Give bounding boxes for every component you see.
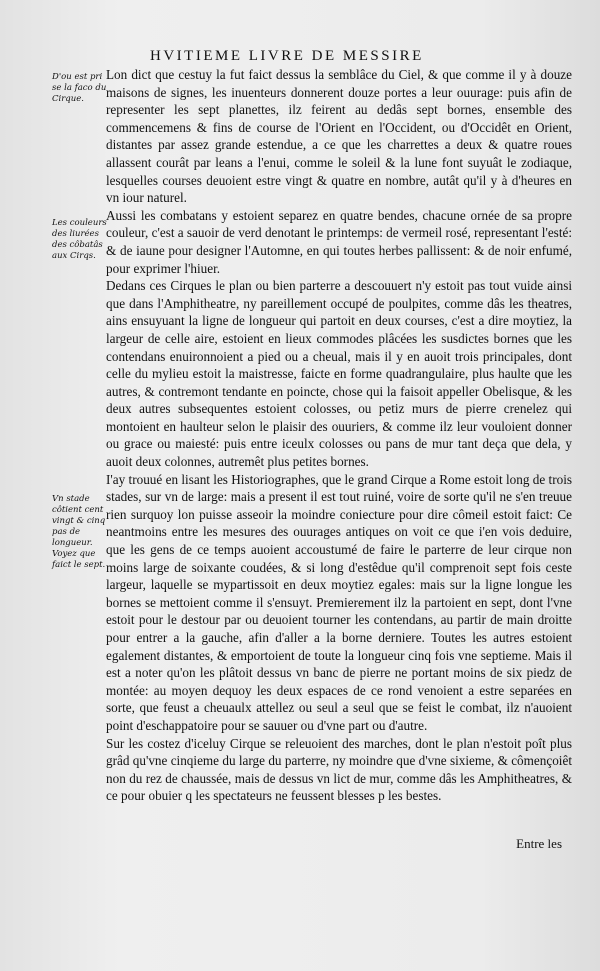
paragraph: Aussi les combatans y estoient separez en quatre bendes, chacune ornée de sa propre couleur, c'est a sauoir de verd denotant le printemps: de vermeil rosé, representant l'esté: & de iaune pour designer l'Automne, en qui toutes herbes pallissent: & de noir enfumé, pour exprimer l'hiuer. bbox=[106, 207, 572, 276]
running-header: HVITIEME LIVRE DE MESSIRE bbox=[150, 48, 424, 64]
catchword: Entre les bbox=[516, 836, 562, 851]
main-text bbox=[106, 66, 572, 805]
paragraph: Sur les costez d'iceluy Cirque se releuoient des marches, dont le plan n'estoit poît plus grâd qu'vne cinqieme du large du parterre, ny moindre que d'vne sixieme, & cômençoiêt non du rez de chaussée, mais de dessus vn lict de mur, comme dâs les Amphitheatres, & ce pour obuier q les spectateurs ne feussent blesses p les bestes. bbox=[106, 735, 572, 804]
paragraph: Lon dict que cestuy la fut faict dessus la semblâce du Ciel, & que comme il y à douze maisons de signes, les inuenteurs donnerent douze portes a leur ouurage: puis afin de representer les sept planettes, ilz feirent au dedâs sept bornes, ensemble des commencemens & fins de course de l'Orient en l'Occident, ou d'Occidêt en Orient, distantes par assez grande estendue, a ce que les charrettes a deux & quatre roues allassent courât par leans a l'enui, comme le soleil & la lune font suyuât le zodiaque, lesquelles courses deuoient estre vingt & quatre en nombre, autât qu'il y à d'heures en vn iour naturel. bbox=[106, 67, 572, 206]
paragraph: Dedans ces Cirques le plan ou bien parterre a descouuert n'y estoit pas tout vuide ainsi que dans l'Amphitheatre, ny pareillement occupé de poulpites, comme dâs les theatres, ains ensuyuant la ligne de longueur qui partoit en deux courses, c'est a dire moytiez, la largeur de celle aire, estoient en lieux commodes plâcées les susdictes bornes que les contendans enuironnoient a pied ou a cheual, mais il y en auoit trois principales, dont celle du mylieu estoit la maistresse, faicte en forme quadrangulaire, plus haulte que les autres, & contremont tendante en poincte, chose qui la faisoit appeller Obelisque, & les deux autres subsequentes estoient colosses, ou petiz murs de pierre crenelez qui montoient en haulteur selon le plaisir des ouuriers, & comme ilz leur vouloient donner ou grace ou maiesté: puis entre iceulx colosses ou pans de mur tant deça que dela, y auoit deux colonnes, autremêt plus petites bornes. bbox=[106, 278, 572, 470]
margin-note-cirque-form: D'ou est pri se la faco du Cirque. bbox=[52, 72, 107, 104]
margin-note-stade: Vn stade côtient cent vingt & cinq pas de longueur. Voyez que faict le sept. bbox=[52, 494, 106, 570]
paragraph: I'ay trouué en lisant les Historiographes, que le grand Cirque a Rome estoit long de trois stades, sur vn de large: mais a present il est tout ruiné, voire de sorte qu'il ne s'en treuue rien surquoy lon puisse asseoir la moindre coniecture pour dire cômeil estoit faict: Ce neantmoins entre les mesures des ouurages antiques on voit ce que i'en vois deduire, que les gens de ce temps auoient accoustumé de faire le parterre de leur cirque non moins large de soixante coudées, & si long d'estêdue qu'il comprenoit sept fois ceste largeur, laquelle se mypartissoit en deux moytiez egales: mais sur la ligne longue les bornes se mettoient comme il s'ensuyt. Premierement ilz la partoient en sept, dont l'vne estoit pour le destour par ou deuoient tourner les contendans, au partir de main droitte pour entrer a la gauche, afin d'aller a la borne derniere. Toutes les autres estoient egalement distantes, & emportoient de toute la longueur cinq fois vne septieme. Mais il est a noter qu'on les plâtoit dessus vn banc de pierre ne portant moins de six piedz de montée: au moyen dequoy les deux espaces de ce rond venoient a estre separées en sorte, que feust a cheuaulx attellez ou seul a seul que se feist le combat, ilz n'auoient point d'eschappatoire pour se sauuer ou d'vne part ou d'autre. bbox=[106, 471, 572, 733]
margin-note-colors: Les couleurs des liurées des côbatâs aux Cirqs. bbox=[52, 218, 107, 261]
